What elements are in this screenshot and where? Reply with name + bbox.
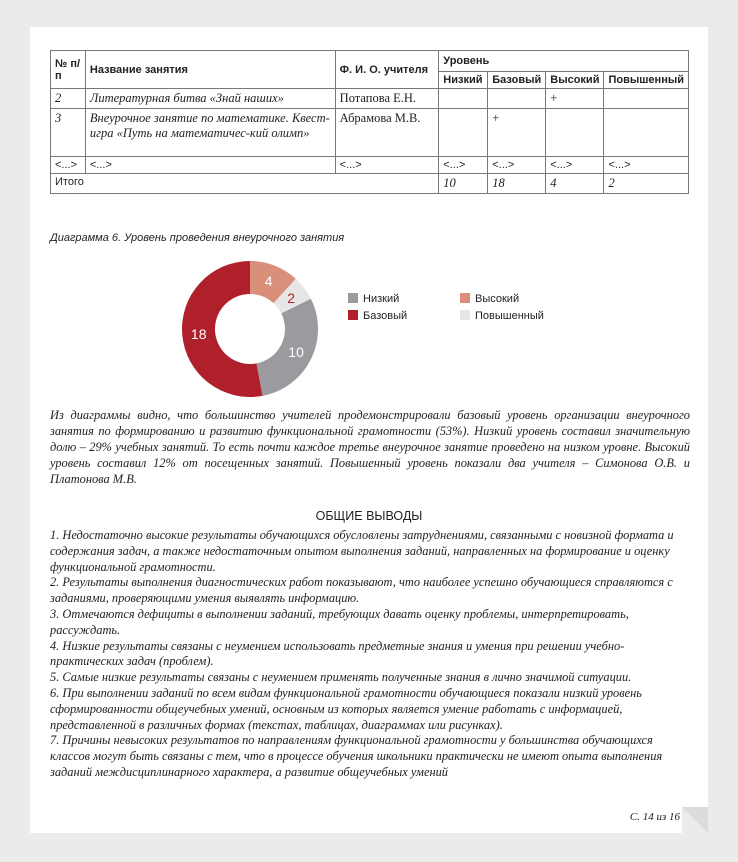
table-row <box>51 109 689 157</box>
cell-high: <...> <box>546 157 604 174</box>
table-row <box>51 157 689 174</box>
legend-item-high <box>460 293 519 305</box>
cell-high: + <box>546 89 604 109</box>
legend-swatch <box>348 293 358 303</box>
column-header-low: Низкий <box>439 72 488 89</box>
diagram-caption: Диаграмма 6. Уровень проведения внеурочного занятия <box>50 232 345 244</box>
analysis-paragraph: Из диаграммы видно, что большинство учителей продемонстрировали базовый уровень организации внеурочного занятия по формированию и развитию функциональной грамотности (53%). Низкий уровень составил значительную долю – 29% учебных занятий. То есть почти каждое третье внеурочное занятие проведено на низком уровне. Высокий уровень составил 12% от посещенных занятий. Повышенный уровень показали два учителя – Симонова О.В. и Платонова М.В. <box>50 408 690 486</box>
table-header-row <box>51 51 689 72</box>
column-header-level: Уровень <box>439 51 689 72</box>
table-row <box>51 89 689 109</box>
legend-swatch <box>348 310 358 320</box>
cell-top <box>604 109 689 157</box>
table-total-row <box>51 174 689 194</box>
legend-swatch <box>460 310 470 320</box>
legend-item-top <box>460 310 544 322</box>
total-top: 2 <box>604 174 689 194</box>
column-header-high: Высокий <box>546 72 604 89</box>
cell-base: <...> <box>488 157 546 174</box>
cell-num: 3 <box>51 109 86 157</box>
cell-low <box>439 109 488 157</box>
list-item: 6. При выполнении заданий по всем видам функциональной грамотности обучающиеся показали низкий уровень сформированности общеучебных умений, основным из которых является умение работать с информацией, представленной в различных формах (текстах, таблицах, диаграммах или рисунках). <box>50 685 642 732</box>
donut-slice-label: 2 <box>287 289 295 306</box>
total-low: 10 <box>439 174 488 194</box>
cell-name: Литературная битва «Знай наших» <box>85 89 335 109</box>
donut-slice-label: 18 <box>190 325 207 342</box>
legend-swatch <box>460 293 470 303</box>
total-base: 18 <box>488 174 546 194</box>
conclusions-heading: ОБЩИЕ ВЫВОДЫ <box>315 509 423 523</box>
column-header-teacher: Ф. И. О. учителя <box>335 51 439 89</box>
legend-label: Низкий <box>363 293 400 305</box>
total-high: 4 <box>546 174 604 194</box>
cell-num: <...> <box>51 157 86 174</box>
column-header-name: Название занятия <box>85 51 335 89</box>
column-header-num: № п/п <box>51 51 86 89</box>
column-header-base: Базовый <box>488 72 546 89</box>
cell-teacher: Потапова Е.Н. <box>335 89 439 109</box>
list-item: 1. Недостаточно высокие результаты обучающихся обусловлены затруднениями, связанными с новизной формата и содержания задач, а также недостаточным опытом выполнения заданий, направленных на формирование и оценку функциональной грамотности. <box>50 528 674 574</box>
cell-name: <...> <box>85 157 335 174</box>
levels-table <box>50 50 689 194</box>
donut-chart <box>180 259 320 399</box>
cell-low <box>439 89 488 109</box>
document-page <box>30 27 708 833</box>
donut-slice-label: 10 <box>288 343 304 360</box>
page-number: С. 14 из 16 <box>629 811 680 823</box>
legend-label: Базовый <box>363 310 408 322</box>
legend-item-base <box>348 310 407 322</box>
cell-name: Внеурочное занятие по математике. Квест-игра «Путь на математичес-кий олимп» <box>85 109 335 157</box>
legend-item-low <box>348 293 399 305</box>
cell-low: <...> <box>439 157 488 174</box>
donut-slice-label: 4 <box>264 272 273 289</box>
conclusions-list <box>50 528 690 781</box>
list-item: 4. Низкие результаты связаны с неумением использовать предметные знания и умения при решении учебно-практических задач (проблем). <box>50 638 625 669</box>
cell-teacher: Абрамова М.В. <box>335 109 439 157</box>
page-corner-fold <box>682 807 708 833</box>
cell-base <box>488 89 546 109</box>
list-item: 7. Причины невысоких результатов по направлениям функциональной грамотности у большинства обучающихся классов могут быть связаны с тем, что в процессе обучения школьники практически не имеют опыта выполнения заданий междисциплинарного характера, а развитие общеучебных умений <box>50 733 663 779</box>
legend-label: Повышенный <box>475 310 544 322</box>
cell-high <box>546 109 604 157</box>
cell-base: + <box>488 109 546 157</box>
cell-teacher: <...> <box>335 157 439 174</box>
list-item: 5. Самые низкие результаты связаны с неумением применять полученные знания в лично значимой ситуации. <box>50 670 632 685</box>
cell-num: 2 <box>51 89 86 109</box>
cell-top <box>604 89 689 109</box>
legend-label: Высокий <box>475 293 520 305</box>
list-item: 3. Отмечаются дефициты в выполнении заданий, требующих давать оценку проблемы, интерпретировать, рассуждать. <box>50 606 629 637</box>
donut-slice-3 <box>256 299 318 396</box>
column-header-top: Повышенный <box>604 72 689 89</box>
list-item: 2. Результаты выполнения диагностических работ показывают, что наиболее успешно обучающиеся справляются с заданиями, проверяющими умения выявлять информацию. <box>50 575 673 606</box>
cell-top: <...> <box>604 157 689 174</box>
total-label: Итого <box>51 174 439 194</box>
